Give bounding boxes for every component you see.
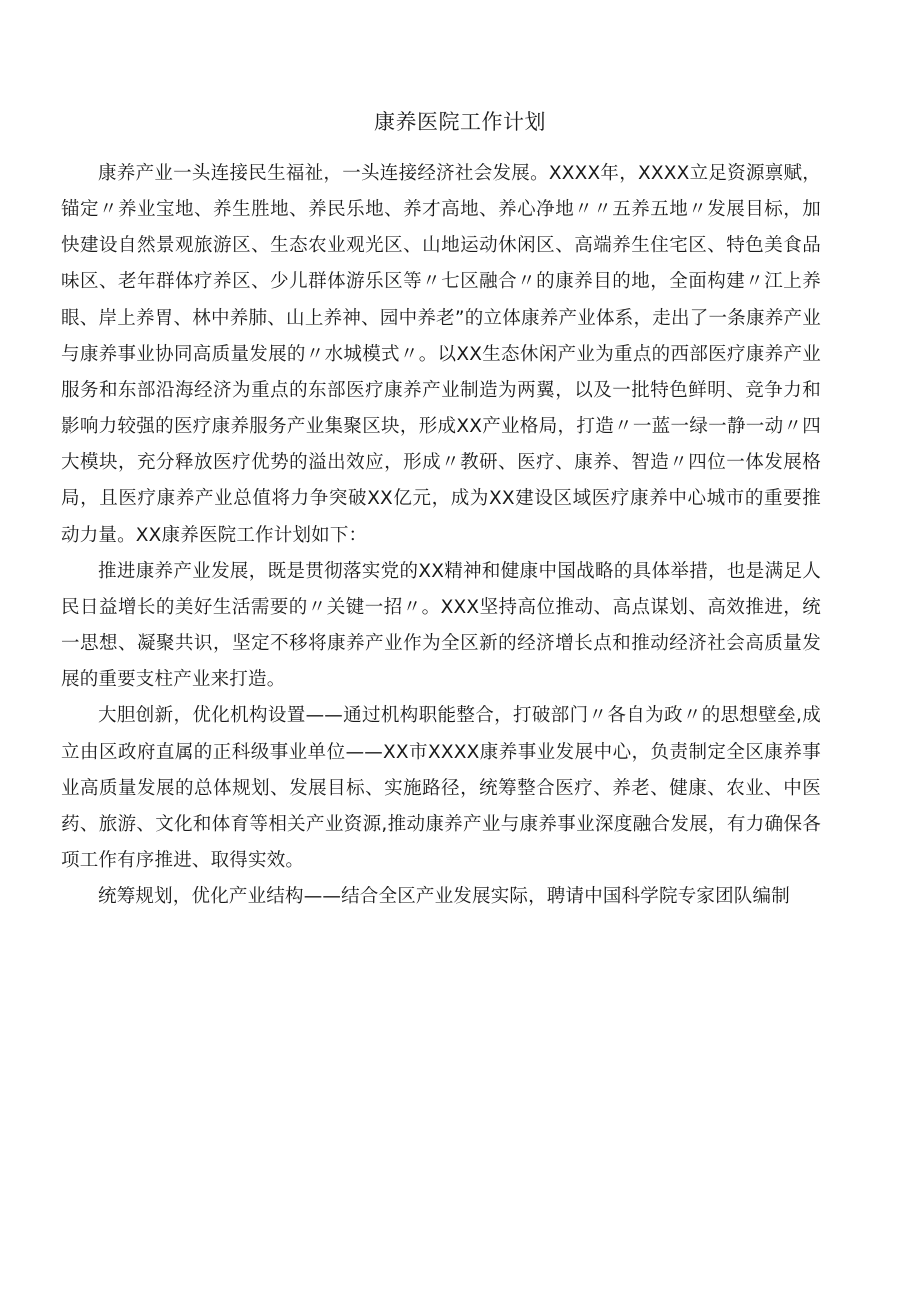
document-body	[61, 156, 821, 915]
paragraph-institution: 大胆创新，优化机构设置——通过机构职能整合，打破部门〃各自为政〃的思想壁垒,成立由区政府直属的正科级事业单位——XX市XXXX康养事业发展中心，负责制定全区康养事业高质量发展的总体规划、发展目标、实施路径，统筹整合医疗、养老、健康、农业、中医药、旅游、文化和体育等相关产业资源,推动康养产业与康养事业深度融合发展，有力确保各项工作有序推进、取得实效。	[61, 705, 821, 871]
paragraph-intro: 康养产业一头连接民生福祉，一头连接经济社会发展。XXXX年，XXXX立足资源禀赋，锚定〃养业宝地、养生胜地、养民乐地、养才高地、养心净地〃〃五养五地〃发展目标，加快建设自然景观旅游区、生态农业观光区、山地运动休闲区、高端养生住宅区、特色美食品味区、老年群体疗养区、少儿群体游乐区等〃七区融合〃的康养目的地，全面构建〃江上养眼、岸上养胃、林中养肺、山上养神、园中养老”的立体康养产业体系，走出了一条康养产业与康养事业协同高质量发展的〃水城模式〃。以XX生态休闲产业为重点的西部医疗康养产业服务和东部沿海经济为重点的东部医疗康养产业制造为两翼，以及一批特色鲜明、竞争力和影响力较强的医疗康养服务产业集聚区块，形成XX产业格局，打造〃一蓝一绿一静一动〃四大模块，充分释放医疗优势的溢出效应，形成〃教研、医疗、康养、智造〃四位一体发展格局，且医疗康养产业总值将力争突破XX亿元，成为XX建设区域医疗康养中心城市的重要推动力量。XX康养医院工作计划如下：	[61, 163, 821, 546]
paragraph-strategy: 推进康养产业发展，既是贯彻落实党的XX精神和健康中国战略的具体举措，也是满足人民日益增长的美好生活需要的〃关键一招〃。XXX坚持高位推动、高点谋划、高效推进，统一思想、凝聚共识，坚定不移将康养产业作为全区新的经济增长点和推动经济社会高质量发展的重要支柱产业来打造。	[61, 560, 821, 691]
page-title: 康养医院工作计划	[374, 110, 546, 134]
paragraph-planning: 统筹规划，优化产业结构——结合全区产业发展实际，聘请中国科学院专家团队编制	[98, 886, 790, 908]
